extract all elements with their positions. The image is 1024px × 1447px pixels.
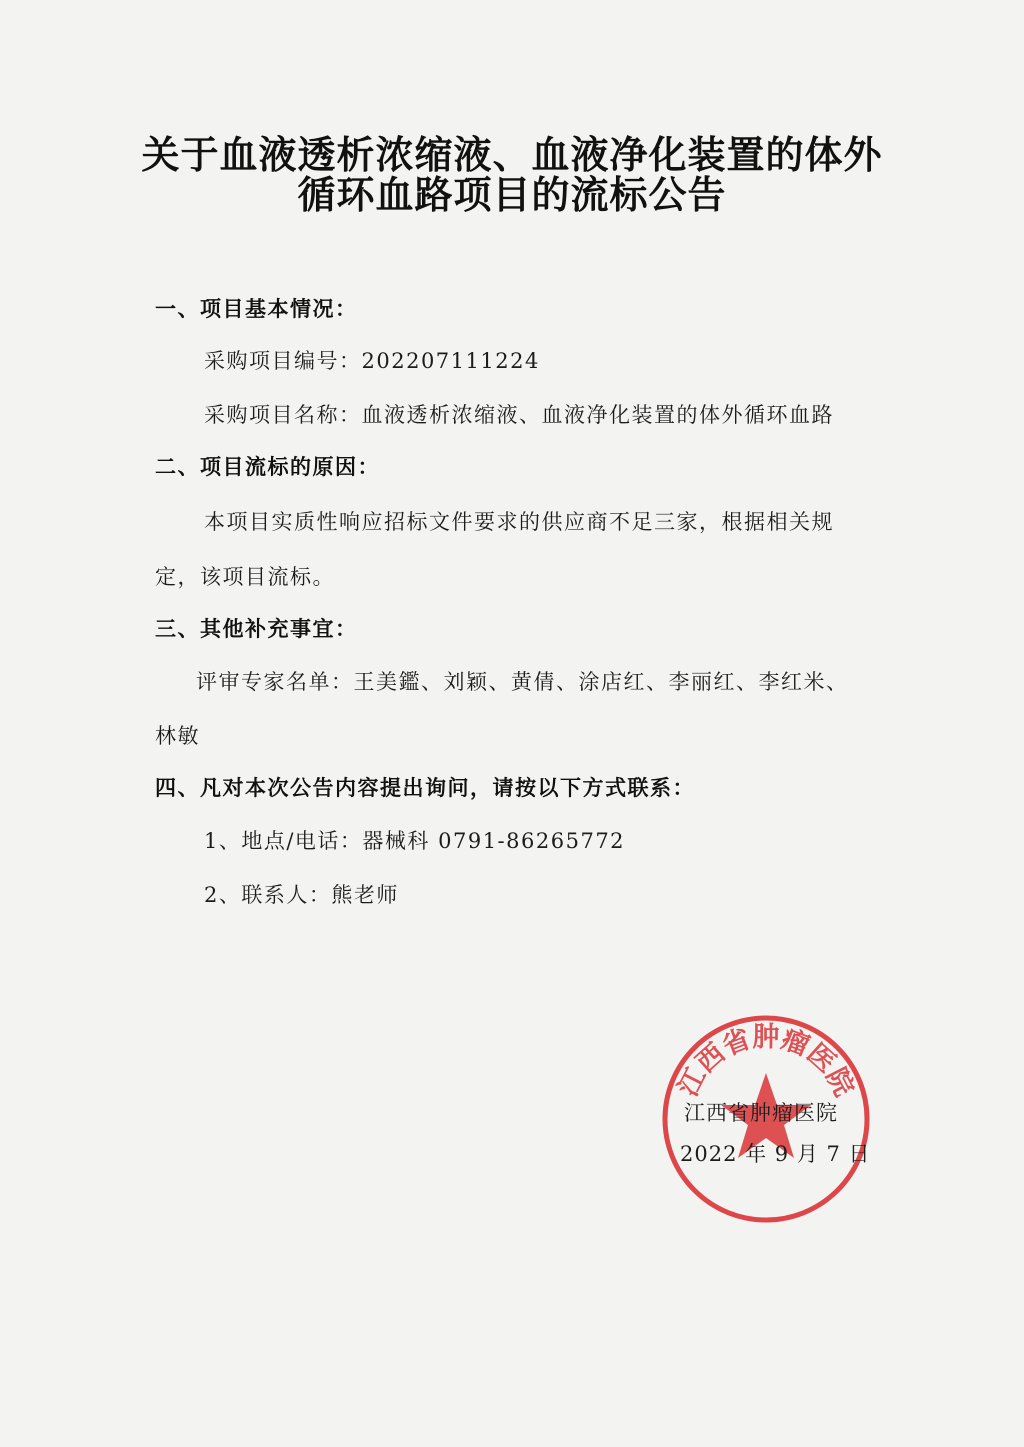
- failure-reason-line-1: 本项目实质性响应招标文件要求的供应商不足三家，根据相关规: [204, 510, 834, 534]
- section-4-heading: 四、凡对本次公告内容提出询问，请按以下方式联系：: [155, 776, 695, 800]
- contact-person: 2、联系人：熊老师: [204, 883, 399, 907]
- project-number: 采购项目编号：202207111224: [204, 349, 540, 373]
- document-title-line-2: 循环血路项目的流标公告: [297, 173, 727, 217]
- seal-text: 江西省肿瘤医院: [672, 1021, 860, 1102]
- signature-date: 2022 年 9 月 7 日: [680, 1142, 871, 1166]
- signature-organization: 江西省肿瘤医院: [684, 1101, 838, 1125]
- expert-list-line-1: 评审专家名单：王美鑑、刘颖、黄倩、涂店红、李丽红、李红米、: [196, 670, 849, 694]
- failure-reason-line-2: 定，该项目流标。: [155, 565, 335, 589]
- project-name: 采购项目名称：血液透析浓缩液、血液净化装置的体外循环血路: [204, 403, 834, 427]
- section-1-heading: 一、项目基本情况：: [155, 297, 358, 321]
- contact-location-phone: 1、地点/电话：器械科 0791-86265772: [204, 829, 626, 853]
- document-title-line-1: 关于血液透析浓缩液、血液净化装置的体外: [141, 133, 883, 177]
- section-2-heading: 二、项目流标的原因：: [155, 455, 380, 479]
- section-3-heading: 三、其他补充事宜：: [155, 617, 358, 641]
- expert-list-line-2: 林敏: [155, 724, 200, 748]
